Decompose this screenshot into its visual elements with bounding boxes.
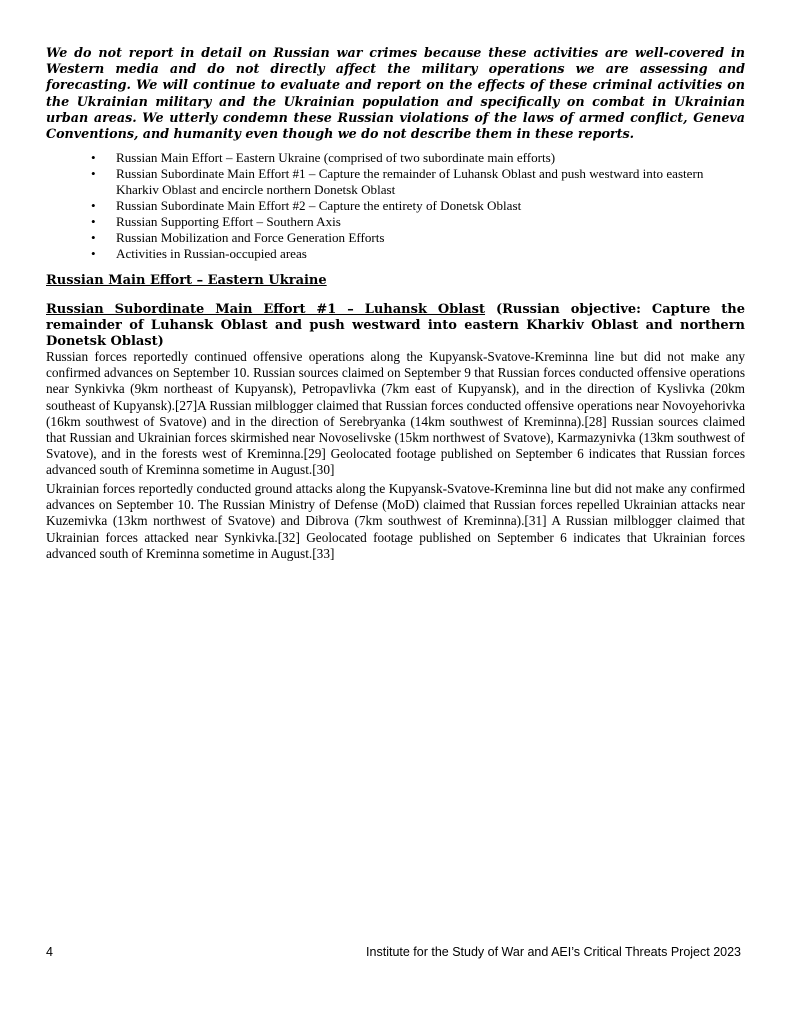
section-heading: Russian Main Effort – Eastern Ukraine bbox=[46, 273, 327, 288]
intro-disclaimer: We do not report in detail on Russian war crimes because these activities are well-covered in Western media and do not directly affect the military operations we are assessing and forecasting. We will continue to evaluate and report on the effects of these criminal activities on the Ukrainian military and the Ukrainian population and specifically on combat in Ukrainian urban areas. We utterly condemn these Russian violations of the laws of armed conflict, Geneva Conventions, and humanity even though we do not describe them in these reports. bbox=[46, 45, 745, 142]
list-item: • Russian Supporting Effort – Southern Axis bbox=[46, 214, 745, 230]
body-paragraph: Ukrainian forces reportedly conducted ground attacks along the Kupyansk-Svatove-Kreminna line but did not make any confirmed advances on September 10. The Russian Ministry of Defense (MoD) claimed that Russian forces repelled Ukrainian attacks near Kuzemivka (13km northwest of Svatove) and Dibrova (7km southwest of Kreminna).[31] A Russian milblogger claimed that Ukrainian forces attacked near Synkivka.[32] Geolocated footage published on September 6 indicates that Ukrainian forces advanced south of Kreminna sometime in August.[33] bbox=[46, 481, 745, 561]
list-item: • Russian Subordinate Main Effort #2 – Capture the entirety of Donetsk Oblast bbox=[46, 198, 745, 214]
body-paragraph: Russian forces reportedly continued offensive operations along the Kupyansk-Svatove-Kreminna line but did not make any confirmed advances on September 10. Russian sources claimed on September 9 that Russian forces conducted offensive operations near Synkivka (9km northeast of Kupyansk), Petropavlivka (7km east of Kupyansk), and in the direction of Kyslivka (20km southeast of Kupyansk).[27]A Russian milblogger claimed that Russian forces conducted offensive operations near Novoyehorivka (16km southwest of Svatove) and in the direction of Serebryanka (14km southwest of Kreminna).[28] Russian sources claimed that Russian and Ukrainian forces skirmished near Novoselivske (15km northwest of Svatove), Karmazynivka (13km southwest of Svatove), and in the forests west of Kreminna.[29] Geolocated footage published on September 6 indicates that Russian forces advanced south of Kreminna sometime in August.[30] bbox=[46, 349, 745, 478]
subsection-objective: (Russian objective: Capture the remainder of Luhansk Oblast and push westward into eastern Kharkiv Oblast and northern Donetsk Oblast) bbox=[46, 302, 746, 349]
subsection-title: Russian Subordinate Main Effort #1 – Luhansk Oblast bbox=[46, 302, 486, 317]
list-item: • Russian Subordinate Main Effort #1 – Capture the remainder of Luhansk Oblast and push westward into eastern Kharkiv Oblast and encircle northern Donetsk Oblast bbox=[46, 166, 745, 198]
page-number: 4 bbox=[46, 945, 53, 959]
topics-list bbox=[46, 150, 745, 262]
list-item: • Russian Main Effort – Eastern Ukraine (comprised of two subordinate main efforts) bbox=[46, 150, 745, 166]
footer-organization: Institute for the Study of War and AEI’s Critical Threats Project 2023 bbox=[366, 945, 741, 959]
list-item: • Activities in Russian-occupied areas bbox=[46, 246, 745, 262]
list-item: • Russian Mobilization and Force Generation Efforts bbox=[46, 230, 745, 246]
subsection-heading bbox=[46, 302, 745, 350]
